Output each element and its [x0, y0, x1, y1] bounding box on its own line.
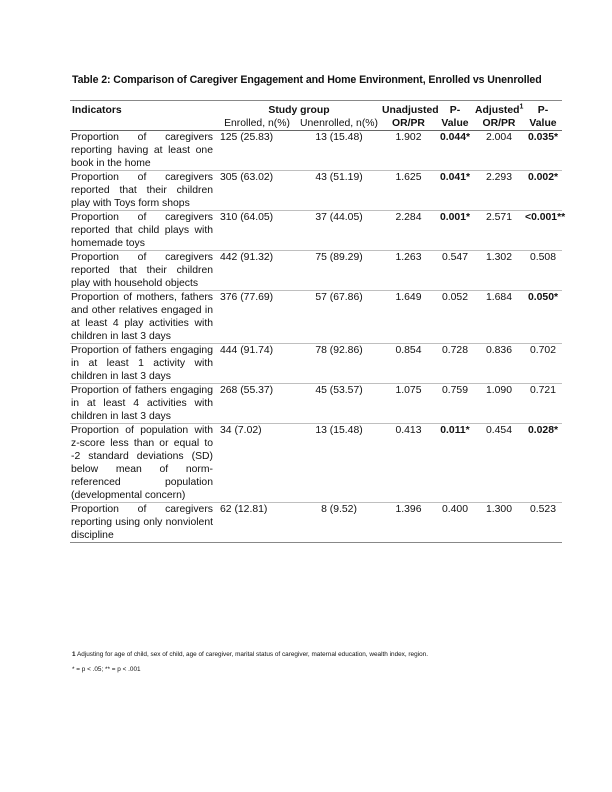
header-unadjusted: Unadjusted OR/PR: [381, 101, 436, 131]
pvalue-unadjusted-cell: 0.041*: [436, 171, 474, 211]
pvalue-adjusted-cell: 0.721: [524, 384, 562, 424]
indicator-cell: Proportion of caregivers reported that child plays with homemade toys: [70, 211, 217, 251]
pvalue-adjusted-cell: 0.508: [524, 251, 562, 291]
adjusted-cell: 2.293: [474, 171, 524, 211]
unadjusted-cell: 1.625: [381, 171, 436, 211]
unenrolled-cell: 13 (15.48): [297, 424, 381, 503]
unadjusted-cell: 2.284: [381, 211, 436, 251]
indicator-cell: Proportion of population with z-score less than or equal to -2 standard deviations (SD) below mean of norm-referenced population (developmental concern): [70, 424, 217, 503]
adjusted-cell: 1.090: [474, 384, 524, 424]
footnote-marker: 1: [72, 651, 76, 658]
unenrolled-cell: 13 (15.48): [297, 131, 381, 171]
table-row: [70, 384, 562, 424]
pvalue-unadjusted-cell: 0.400: [436, 503, 474, 543]
pvalue-adjusted-cell: 0.523: [524, 503, 562, 543]
table-row: [70, 251, 562, 291]
footnote-adjustment-text: Adjusting for age of child, sex of child, age of caregiver, marital status of caregiver, maternal education, wealth index, region.: [77, 651, 428, 658]
unadjusted-cell: 0.854: [381, 344, 436, 384]
adjusted-cell: 2.004: [474, 131, 524, 171]
pvalue-unadjusted-cell: 0.052: [436, 291, 474, 344]
unadjusted-cell: 0.413: [381, 424, 436, 503]
indicator-cell: Proportion of mothers, fathers and other relatives engaged in at least 4 play activities with children in last 3 days: [70, 291, 217, 344]
indicator-cell: Proportion of caregivers reported that their children play with Toys form shops: [70, 171, 217, 211]
table-row: [70, 211, 562, 251]
enrolled-cell: 268 (55.37): [217, 384, 297, 424]
indicator-cell: Proportion of fathers engaging in at least 4 activities with children in last 3 days: [70, 384, 217, 424]
header-adjusted-footnote-marker: 1: [519, 103, 524, 111]
header-adjusted-label: Adjusted: [475, 105, 520, 116]
adjusted-cell: 0.454: [474, 424, 524, 503]
table-row: [70, 291, 562, 344]
header-indicators: Indicators: [70, 101, 217, 118]
table-row: [70, 171, 562, 211]
unenrolled-cell: 57 (67.86): [297, 291, 381, 344]
table-row: [70, 131, 562, 171]
pvalue-unadjusted-cell: 0.728: [436, 344, 474, 384]
unenrolled-cell: 45 (53.57): [297, 384, 381, 424]
adjusted-cell: 0.836: [474, 344, 524, 384]
pvalue-adjusted-cell: 0.702: [524, 344, 562, 384]
header-enrolled: Enrolled, n(%): [224, 118, 290, 129]
pvalue-unadjusted-cell: 0.044*: [436, 131, 474, 171]
adjusted-cell: 2.571: [474, 211, 524, 251]
unenrolled-cell: 43 (51.19): [297, 171, 381, 211]
enrolled-cell: 444 (91.74): [217, 344, 297, 384]
enrolled-cell: 305 (63.02): [217, 171, 297, 211]
table-row: [70, 344, 562, 384]
adjusted-cell: 1.300: [474, 503, 524, 543]
header-blank: [70, 117, 217, 131]
enrolled-cell: 62 (12.81): [217, 503, 297, 543]
header-adjusted-unit: OR/PR: [482, 118, 516, 129]
header-study-group: Study group: [217, 101, 381, 118]
unadjusted-cell: 1.263: [381, 251, 436, 291]
unadjusted-cell: 1.396: [381, 503, 436, 543]
pvalue-adjusted-cell: 0.028*: [524, 424, 562, 503]
pvalue-unadjusted-cell: 0.759: [436, 384, 474, 424]
header-pvalue-unadjusted: P-Value: [436, 101, 474, 131]
adjusted-cell: 1.684: [474, 291, 524, 344]
enrolled-cell: 442 (91.32): [217, 251, 297, 291]
indicator-cell: Proportion of caregivers reported that their children play with household objects: [70, 251, 217, 291]
indicator-cell: Proportion of caregivers reporting having at least one book in the home: [70, 131, 217, 171]
pvalue-adjusted-cell: 0.050*: [524, 291, 562, 344]
comparison-table: [70, 100, 566, 543]
header-pvalue-adjusted: P-Value: [524, 101, 562, 131]
indicator-cell: Proportion of caregivers reporting using only nonviolent discipline: [70, 503, 217, 543]
unenrolled-cell: 75 (89.29): [297, 251, 381, 291]
pvalue-adjusted-cell: 0.002*: [524, 171, 562, 211]
pvalue-unadjusted-cell: 0.011*: [436, 424, 474, 503]
unadjusted-cell: 1.902: [381, 131, 436, 171]
header-adjusted: [474, 101, 524, 131]
unenrolled-cell: 78 (92.86): [297, 344, 381, 384]
enrolled-cell: 310 (64.05): [217, 211, 297, 251]
indicator-cell: Proportion of fathers engaging in at least 1 activity with children in last 3 days: [70, 344, 217, 384]
pvalue-adjusted-cell: <0.001**: [524, 211, 562, 251]
table-row: [70, 503, 562, 543]
enrolled-cell: 34 (7.02): [217, 424, 297, 503]
enrolled-cell: 376 (77.69): [217, 291, 297, 344]
footnote-adjustment: [72, 651, 428, 658]
footnote-significance: * = p < .05; ** = p < .001: [72, 666, 141, 673]
unenrolled-cell: 37 (44.05): [297, 211, 381, 251]
unadjusted-cell: 1.075: [381, 384, 436, 424]
table-row: [70, 424, 562, 503]
unadjusted-cell: 1.649: [381, 291, 436, 344]
header-unenrolled: Unenrolled, n(%): [300, 118, 378, 129]
enrolled-cell: 125 (25.83): [217, 131, 297, 171]
unenrolled-cell: 8 (9.52): [297, 503, 381, 543]
pvalue-unadjusted-cell: 0.001*: [436, 211, 474, 251]
pvalue-unadjusted-cell: 0.547: [436, 251, 474, 291]
pvalue-adjusted-cell: 0.035*: [524, 131, 562, 171]
adjusted-cell: 1.302: [474, 251, 524, 291]
table-title: Table 2: Comparison of Caregiver Engagement and Home Environment, Enrolled vs Unenrolled: [72, 74, 542, 86]
